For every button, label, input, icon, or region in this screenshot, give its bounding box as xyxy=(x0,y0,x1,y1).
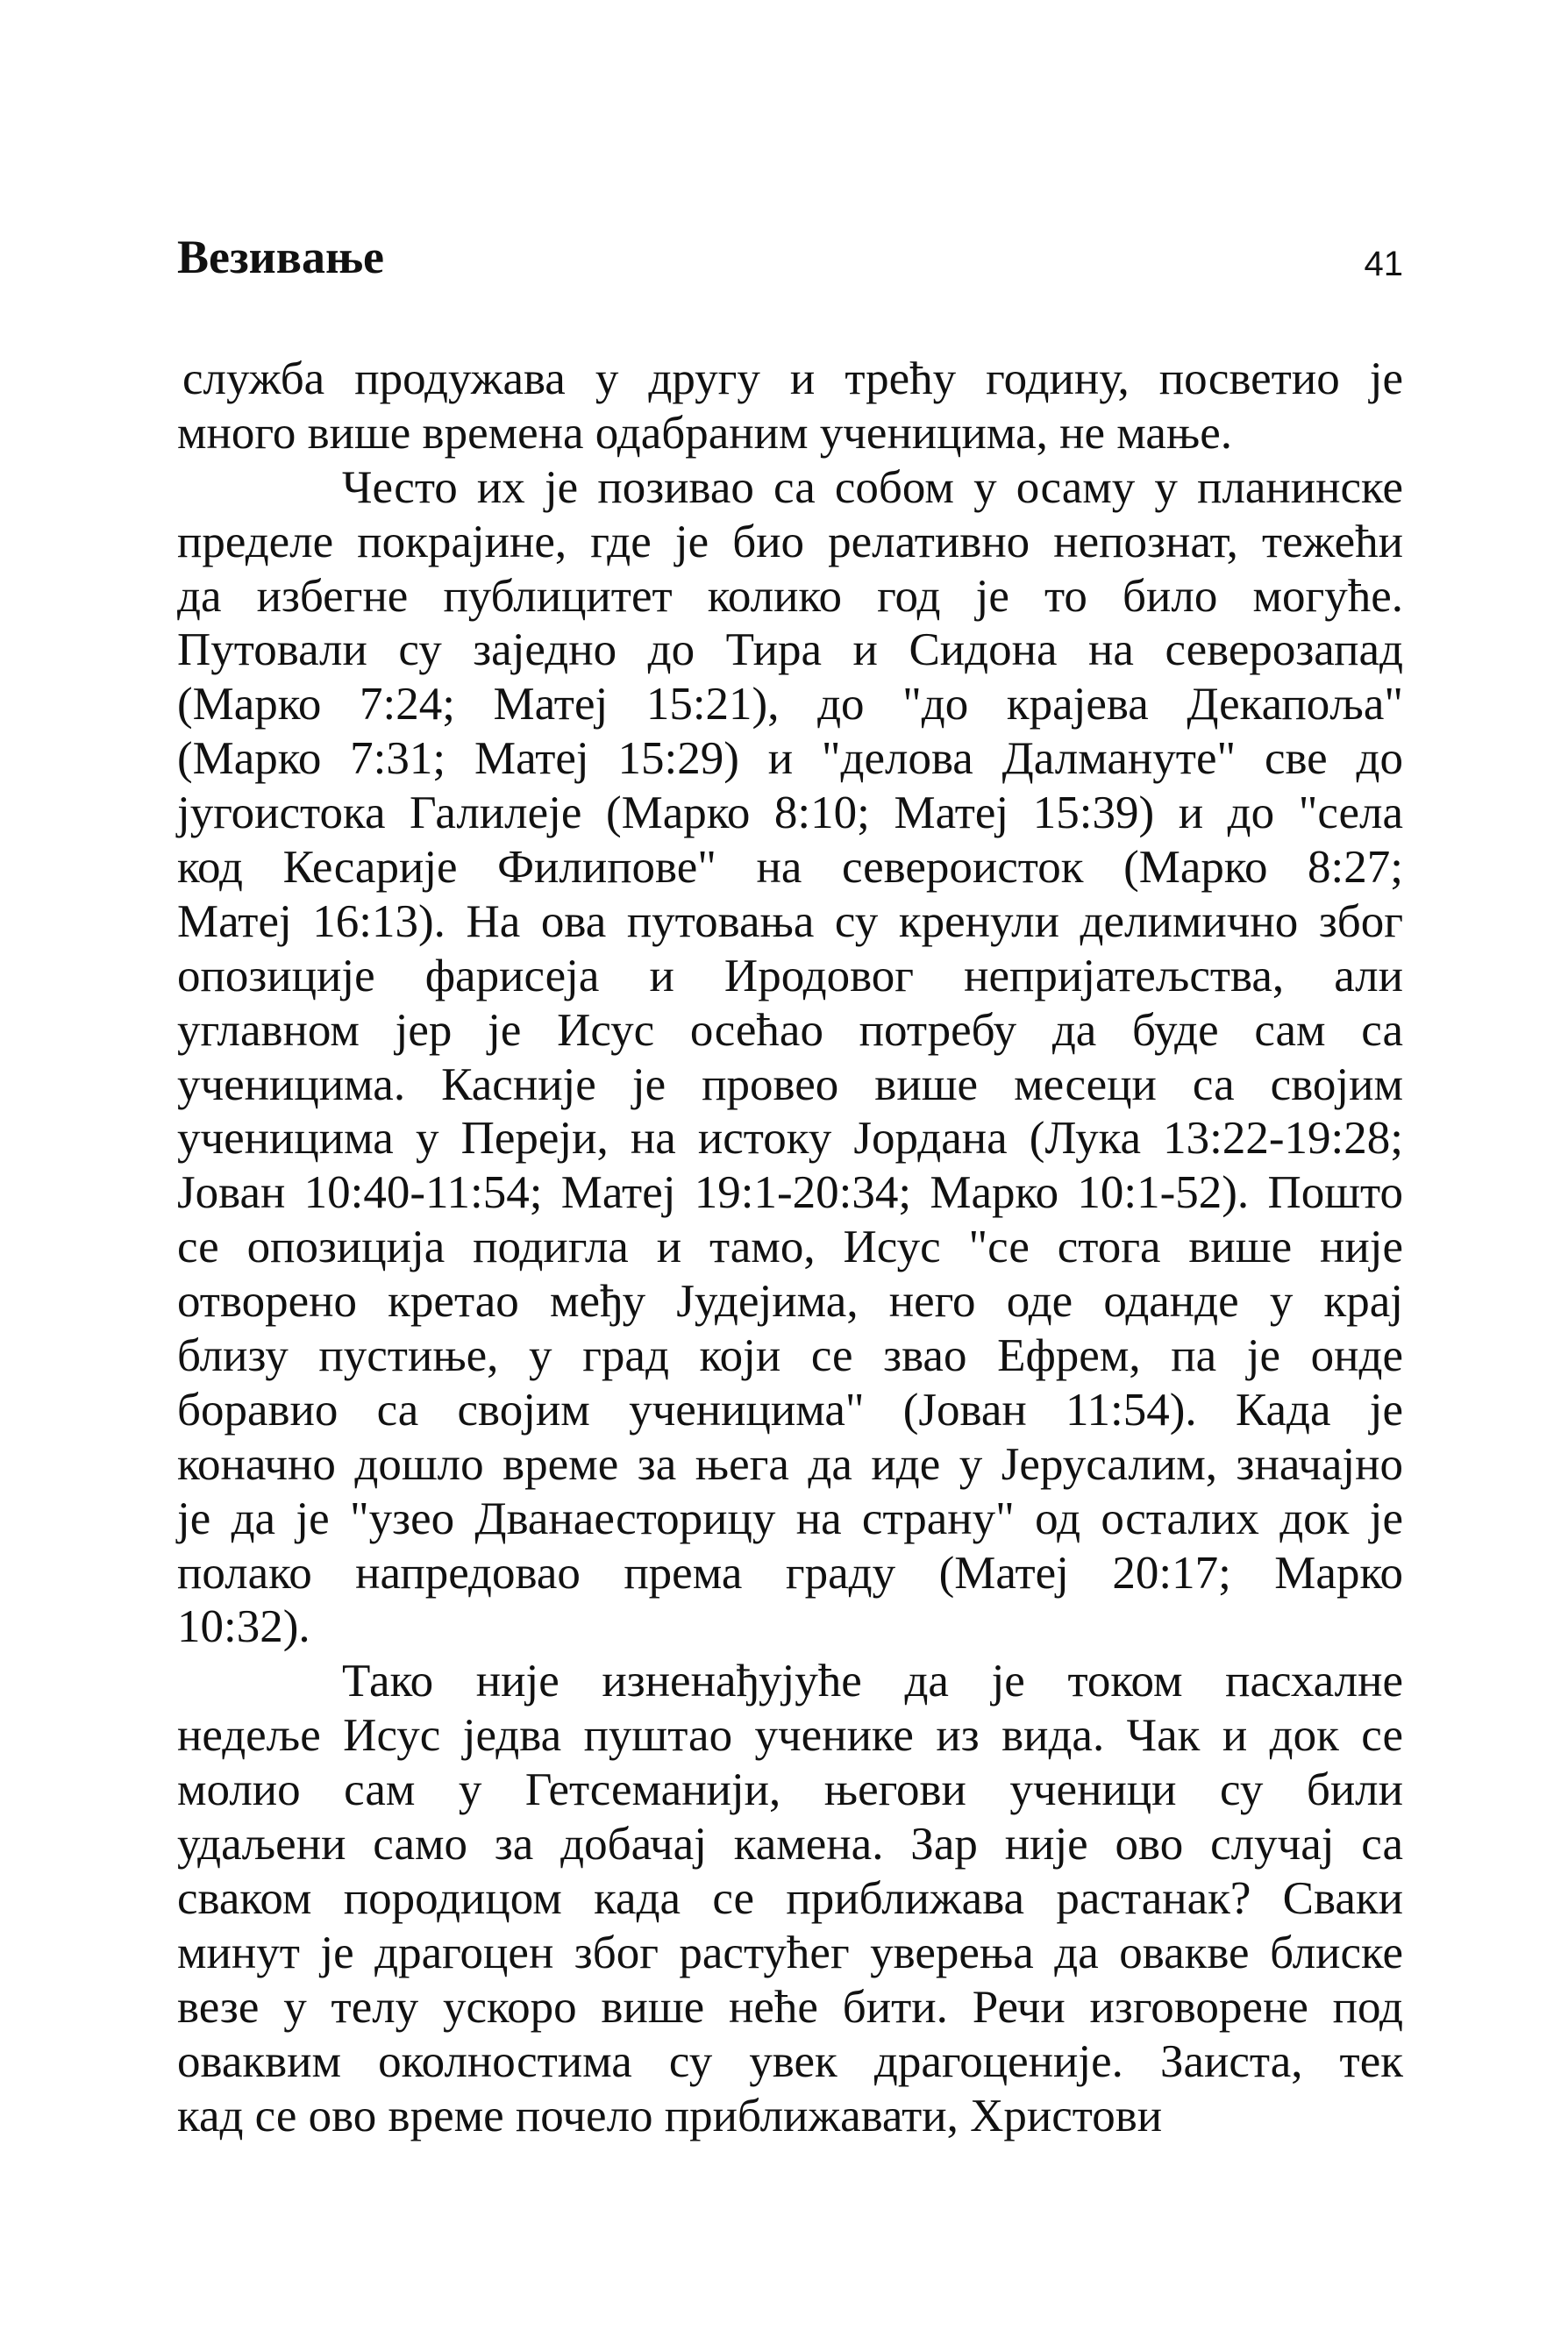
text-line: минут је драгоцен због растућег уверења да овакве блиске xyxy=(177,1927,1403,1978)
text-line: полако напредовао према граду (Матеј 20:17; Марко xyxy=(177,1547,1403,1599)
text-line: се опозиција подигла и тамо, Исус "се стога више није xyxy=(177,1222,1403,1273)
text-line: Тако није изненађујуће да је током пасхалне xyxy=(342,1656,1403,1707)
text-line: сваком породицом када се приближава растанак? Сваки xyxy=(177,1872,1403,1924)
text-line: боравио са својим ученицима" (Јован 11:54). Када је xyxy=(177,1384,1403,1436)
text-line: углавном јер је Исус осећао потребу да буде сам са xyxy=(177,1004,1403,1056)
text-line: 10:32). xyxy=(177,1601,310,1653)
text-line: пределе покрајине, где је био релативно непознат, тежећи xyxy=(177,516,1403,567)
text-line: служба продужава у другу и трећу годину, посветио је xyxy=(182,353,1403,404)
text-line: (Марко 7:24; Матеј 15:21), до "до крајева Декапоља" xyxy=(177,679,1403,730)
text-line: много више времена одабраним ученицима, не мање. xyxy=(177,407,1233,459)
text-line: удаљени само за добачај камена. Зар није ово случај са xyxy=(177,1819,1403,1870)
text-line: оваквим околностима су увек драгоценије. Заиста, тек xyxy=(177,2035,1403,2087)
text-line: недеље Исус једва пуштао ученике из вида. Чак и док се xyxy=(177,1710,1403,1762)
body-text xyxy=(177,353,1403,2143)
text-line: Често их је позивао са собом у осаму у планинске xyxy=(342,461,1403,513)
chapter-title: Везивање xyxy=(177,231,384,283)
text-line: је да је "узео Дванаесторицу на страну" од осталих док је xyxy=(177,1493,1403,1544)
page-number: 41 xyxy=(1364,245,1403,283)
text-line: молио сам у Гетсеманији, његови ученици су били xyxy=(177,1764,1403,1816)
text-line: коначно дошло време за њега да иде у Јерусалим, значајно xyxy=(177,1438,1403,1490)
text-line: ученицима у Переји, на истоку Јордана (Лука 13:22-19:28; xyxy=(177,1113,1403,1165)
text-line: близу пустиње, у град који се звао Ефрем, па је онде xyxy=(177,1330,1403,1382)
text-line: отворено кретао међу Јудејима, него оде оданде у крај xyxy=(177,1276,1403,1328)
text-line: ученицима. Касније је провео више месеци са својим xyxy=(177,1058,1403,1110)
text-line: југоистока Галилеје (Марко 8:10; Матеј 15:39) и до "села xyxy=(177,787,1403,839)
text-line: код Кесарије Филипове" на североисток (Марко 8:27; xyxy=(177,842,1403,894)
running-head xyxy=(177,226,1403,296)
text-line: Матеј 16:13). На ова путовања су кренули делимично због xyxy=(177,895,1403,947)
text-line: везе у телу ускоро више неће бити. Речи изговорене под xyxy=(177,1981,1403,2033)
text-line: (Марко 7:31; Матеј 15:29) и "делова Далмануте" све до xyxy=(177,733,1403,785)
text-line: Путовали су заједно до Тира и Сидона на северозапад xyxy=(177,624,1403,676)
text-line: кад се ово време почело приближавати, Христови xyxy=(177,2090,1163,2141)
text-line: да избегне публицитет колико год је то било могуће. xyxy=(177,570,1403,622)
text-line: опозиције фарисеја и Иродовог непријатељства, али xyxy=(177,950,1403,1001)
text-line: Јован 10:40-11:54; Матеј 19:1-20:34; Марко 10:1-52). Пошто xyxy=(177,1167,1403,1219)
